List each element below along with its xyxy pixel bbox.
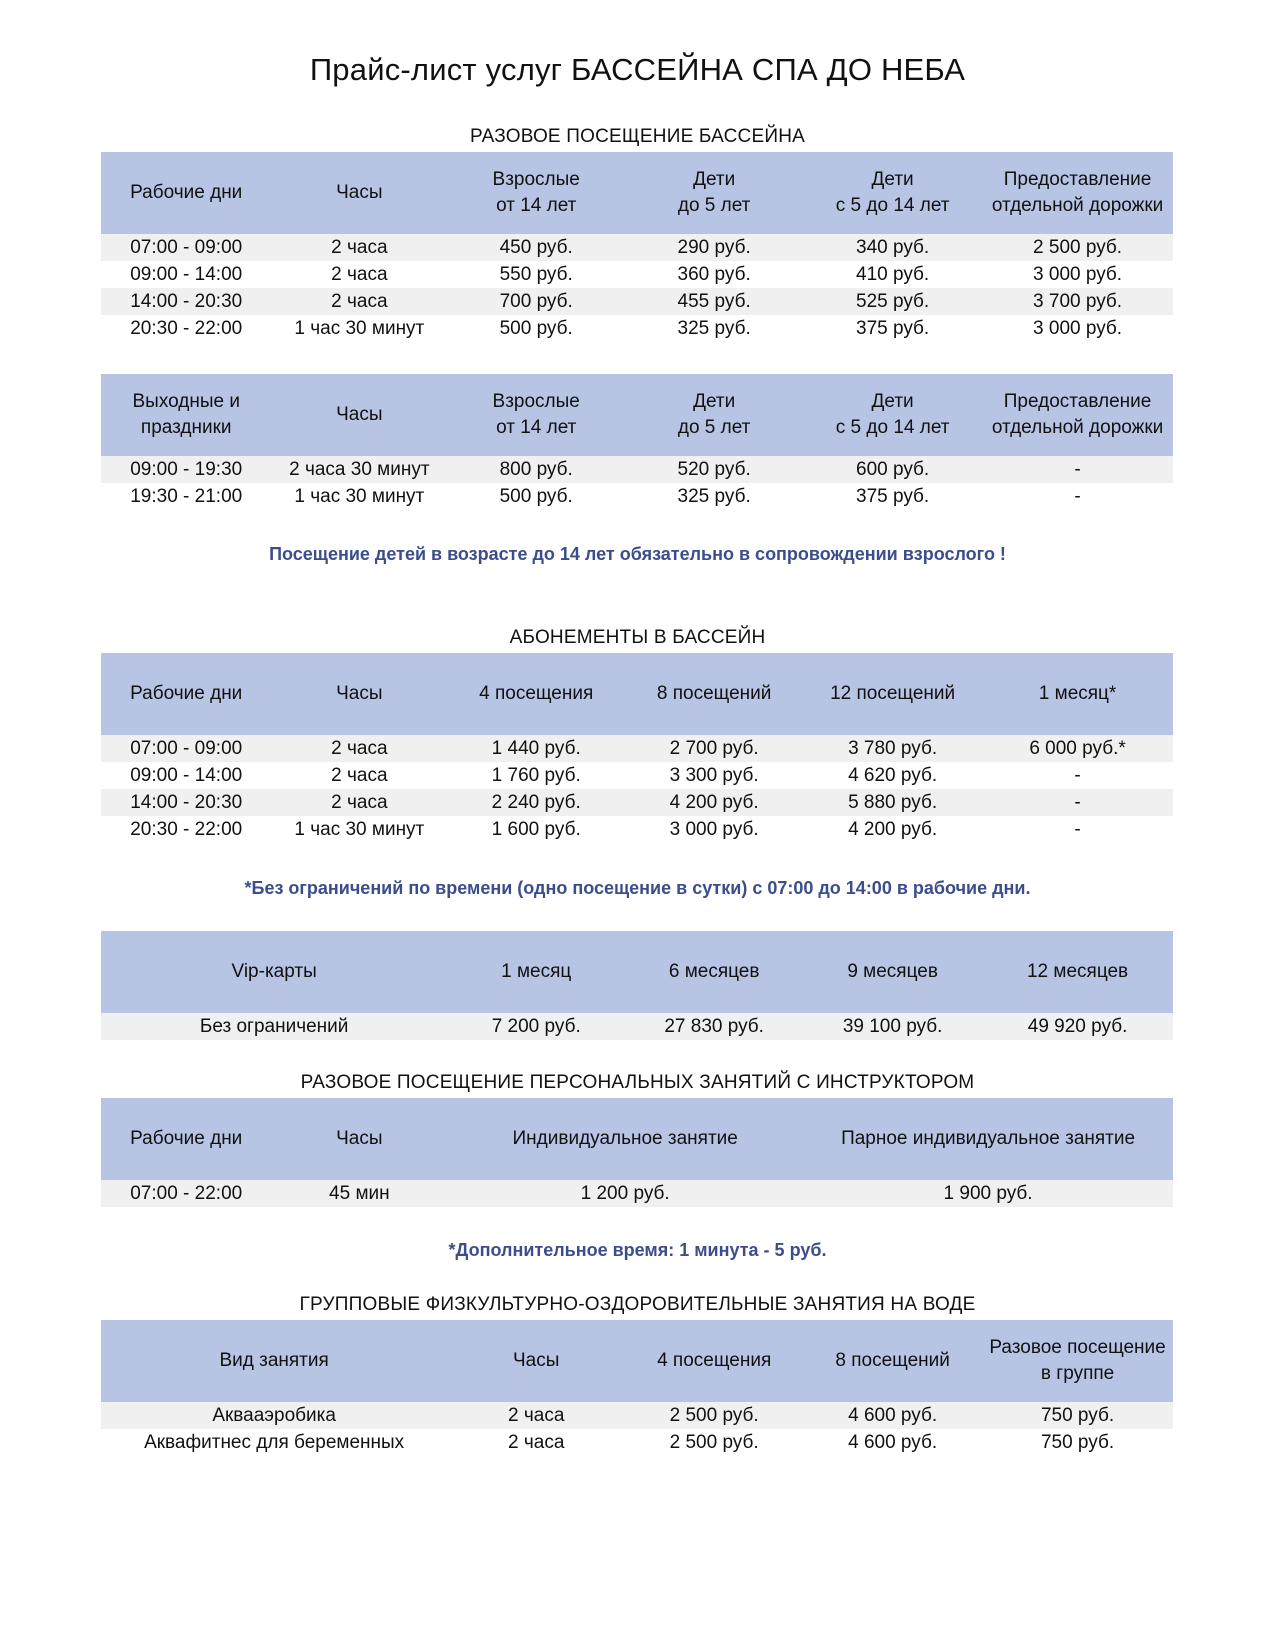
column-header: 12 месяцев (1026, 961, 1129, 982)
section-title-group-classes: ГРУППОВЫЕ ФИЗКУЛЬТУРНО-ОЗДОРОВИТЕЛЬНЫЕ ЗАНЯТИЯ НА ВОДЕ (299, 1294, 976, 1315)
column-header: Индивидуальное занятие (512, 1128, 738, 1149)
table-cell: 09:00 - 14:00 (130, 765, 243, 786)
column-header: Дети с 5 до 14 лет (835, 169, 950, 216)
table-cell: 6 000 руб.* (1029, 738, 1126, 759)
column-header: Взрослые от 14 лет (492, 169, 580, 216)
table-cell: 2 часа (508, 1405, 565, 1426)
table-cell: 3 300 руб. (669, 765, 759, 786)
table-header-row (101, 1320, 1173, 1402)
table-row (101, 762, 1173, 789)
weekday-price-table (101, 152, 1173, 342)
table-cell: 09:00 - 19:30 (130, 459, 243, 480)
column-header: 8 посещений (656, 683, 772, 704)
table-cell: 2 500 руб. (669, 1432, 759, 1453)
table-cell: 325 руб. (677, 318, 751, 339)
table-cell: 2 500 руб. (1033, 237, 1123, 258)
column-header: Vip-карты (231, 961, 317, 982)
table-cell: 325 руб. (677, 486, 751, 507)
table-cell: 2 часа (331, 765, 388, 786)
table-row (101, 483, 1173, 510)
table-cell: 455 руб. (677, 291, 751, 312)
table-cell: 700 руб. (499, 291, 573, 312)
table-cell: 4 620 руб. (848, 765, 938, 786)
personal-lesson-table (101, 1098, 1173, 1207)
table-cell: 525 руб. (856, 291, 930, 312)
table-cell: 550 руб. (499, 264, 573, 285)
table-cell: 2 700 руб. (669, 738, 759, 759)
table-cell: 2 часа (331, 264, 388, 285)
table-cell: 3 700 руб. (1033, 291, 1123, 312)
table-cell: 39 100 руб. (842, 1016, 943, 1037)
table-cell: 2 часа (331, 291, 388, 312)
vip-card-table (101, 931, 1173, 1040)
column-header: Рабочие дни (130, 182, 243, 203)
table-cell: - (1074, 486, 1081, 507)
table-cell: 1 440 руб. (491, 738, 581, 759)
column-header: Разовое посещение в группе (989, 1337, 1166, 1384)
column-header: Дети до 5 лет (677, 391, 751, 438)
table-row (101, 315, 1173, 342)
table-cell: 450 руб. (499, 237, 573, 258)
table-cell: - (1074, 792, 1081, 813)
table-cell: 1 900 руб. (943, 1183, 1033, 1204)
column-header: Часы (336, 404, 383, 425)
table-cell: 20:30 - 22:00 (130, 819, 243, 840)
page-title: Прайс-лист услуг БАССЕЙНА СПА ДО НЕБА (309, 52, 966, 87)
table-cell: 45 мин (329, 1183, 390, 1204)
table-cell: 09:00 - 14:00 (130, 264, 243, 285)
table-row (101, 816, 1173, 843)
table-cell: 500 руб. (499, 486, 573, 507)
column-header: Часы (336, 683, 383, 704)
extra-time-note: *Дополнительное время: 1 минута - 5 руб. (448, 1240, 827, 1260)
table-cell: 1 760 руб. (491, 765, 581, 786)
table-row (101, 288, 1173, 315)
table-cell: 2 часа (331, 237, 388, 258)
table-cell: 360 руб. (677, 264, 751, 285)
table-cell: 1 час 30 минут (294, 819, 425, 840)
table-cell: 1 600 руб. (491, 819, 581, 840)
table-row (101, 261, 1173, 288)
table-cell: 14:00 - 20:30 (130, 792, 243, 813)
table-cell: Без ограничений (199, 1016, 349, 1037)
column-header: 1 месяц* (1038, 683, 1117, 704)
column-header: Рабочие дни (130, 1128, 243, 1149)
table-row (101, 1402, 1173, 1429)
section-title-personal-lessons: РАЗОВОЕ ПОСЕЩЕНИЕ ПЕРСОНАЛЬНЫХ ЗАНЯТИЙ С ИНСТРУКТОРОМ (300, 1072, 975, 1093)
table-cell: 49 920 руб. (1027, 1016, 1128, 1037)
table-cell: 3 780 руб. (848, 738, 938, 759)
column-header: Парное индивидуальное занятие (841, 1128, 1136, 1149)
table-header-row (101, 931, 1173, 1013)
table-cell: 07:00 - 09:00 (130, 237, 243, 258)
table-cell: 520 руб. (677, 459, 751, 480)
column-header: 4 посещения (657, 1350, 772, 1371)
table-cell: 340 руб. (856, 237, 930, 258)
table-cell: 500 руб. (499, 318, 573, 339)
table-cell: 4 600 руб. (848, 1405, 938, 1426)
table-row (101, 1180, 1173, 1207)
table-cell: 375 руб. (856, 318, 930, 339)
table-header-row (101, 1098, 1173, 1180)
table-cell: 750 руб. (1040, 1432, 1115, 1453)
column-header: 1 месяц (501, 961, 572, 982)
table-cell: Аквааэробика (212, 1405, 336, 1426)
table-cell: 19:30 - 21:00 (130, 486, 243, 507)
table-cell: 14:00 - 20:30 (130, 291, 243, 312)
column-header: Вид занятия (219, 1350, 329, 1371)
table-cell: 2 240 руб. (491, 792, 581, 813)
table-cell: 3 000 руб. (1033, 264, 1123, 285)
column-header: 4 посещения (479, 683, 594, 704)
table-cell: 4 600 руб. (848, 1432, 938, 1453)
column-header: 6 месяцев (668, 961, 760, 982)
table-cell: 1 час 30 минут (294, 318, 425, 339)
table-row (101, 234, 1173, 261)
column-header: Рабочие дни (130, 683, 243, 704)
column-header: Часы (336, 182, 383, 203)
table-cell: 2 500 руб. (669, 1405, 759, 1426)
column-header: Взрослые от 14 лет (492, 391, 580, 438)
table-cell: 600 руб. (856, 459, 930, 480)
column-header: 8 посещений (835, 1350, 950, 1371)
table-cell: 07:00 - 09:00 (130, 738, 243, 759)
table-cell: 410 руб. (856, 264, 930, 285)
column-header: Часы (336, 1128, 383, 1149)
table-cell: 800 руб. (499, 459, 573, 480)
group-class-table (101, 1320, 1173, 1456)
column-header: Предоставление отдельной дорожки (991, 391, 1164, 438)
table-cell: 07:00 - 22:00 (130, 1183, 243, 1204)
table-row (101, 789, 1173, 816)
table-cell: - (1074, 459, 1081, 480)
table-header-row (101, 653, 1173, 735)
table-cell: 7 200 руб. (491, 1016, 581, 1037)
table-cell: 375 руб. (856, 486, 930, 507)
table-cell: 1 200 руб. (580, 1183, 670, 1204)
table-cell: 2 часа (331, 738, 388, 759)
table-row (101, 1013, 1173, 1040)
table-cell: 27 830 руб. (664, 1016, 764, 1037)
section-title-single-visit: РАЗОВОЕ ПОСЕЩЕНИЕ БАССЕЙНА (470, 126, 805, 147)
subscription-price-table (101, 653, 1173, 843)
table-cell: 2 часа (331, 792, 388, 813)
table-cell: 4 200 руб. (669, 792, 759, 813)
table-cell: 2 часа (508, 1432, 565, 1453)
table-cell: 750 руб. (1040, 1405, 1115, 1426)
table-cell: 20:30 - 22:00 (130, 318, 243, 339)
table-row (101, 735, 1173, 762)
children-accompaniment-note: Посещение детей в возрасте до 14 лет обязательно в сопровождении взрослого ! (269, 544, 1006, 564)
table-cell: 2 часа 30 минут (289, 459, 430, 480)
table-cell: 1 час 30 минут (294, 486, 425, 507)
table-cell: - (1074, 765, 1081, 786)
table-cell: 5 880 руб. (848, 792, 938, 813)
table-cell: - (1074, 819, 1081, 840)
column-header: 9 месяцев (847, 961, 938, 982)
weekend-price-table (101, 374, 1173, 510)
section-title-subscriptions: АБОНЕМЕНТЫ В БАССЕЙН (509, 627, 766, 648)
table-header-row (101, 152, 1173, 234)
monthly-subscription-note: *Без ограничений по времени (одно посещение в сутки) с 07:00 до 14:00 в рабочие дни. (244, 878, 1031, 898)
column-header: 12 посещений (830, 683, 956, 704)
table-cell: Аквафитнес для беременных (144, 1432, 405, 1453)
column-header: Дети до 5 лет (677, 169, 751, 216)
table-row (101, 456, 1173, 483)
table-row (101, 1429, 1173, 1456)
table-cell: 3 000 руб. (669, 819, 759, 840)
table-header-row (101, 374, 1173, 456)
table-cell: 3 000 руб. (1033, 318, 1123, 339)
table-cell: 4 200 руб. (848, 819, 938, 840)
column-header: Дети с 5 до 14 лет (835, 391, 950, 438)
table-cell: 290 руб. (677, 237, 751, 258)
column-header: Выходные и праздники (132, 391, 240, 438)
column-header: Предоставление отдельной дорожки (991, 169, 1164, 216)
column-header: Часы (513, 1350, 560, 1371)
